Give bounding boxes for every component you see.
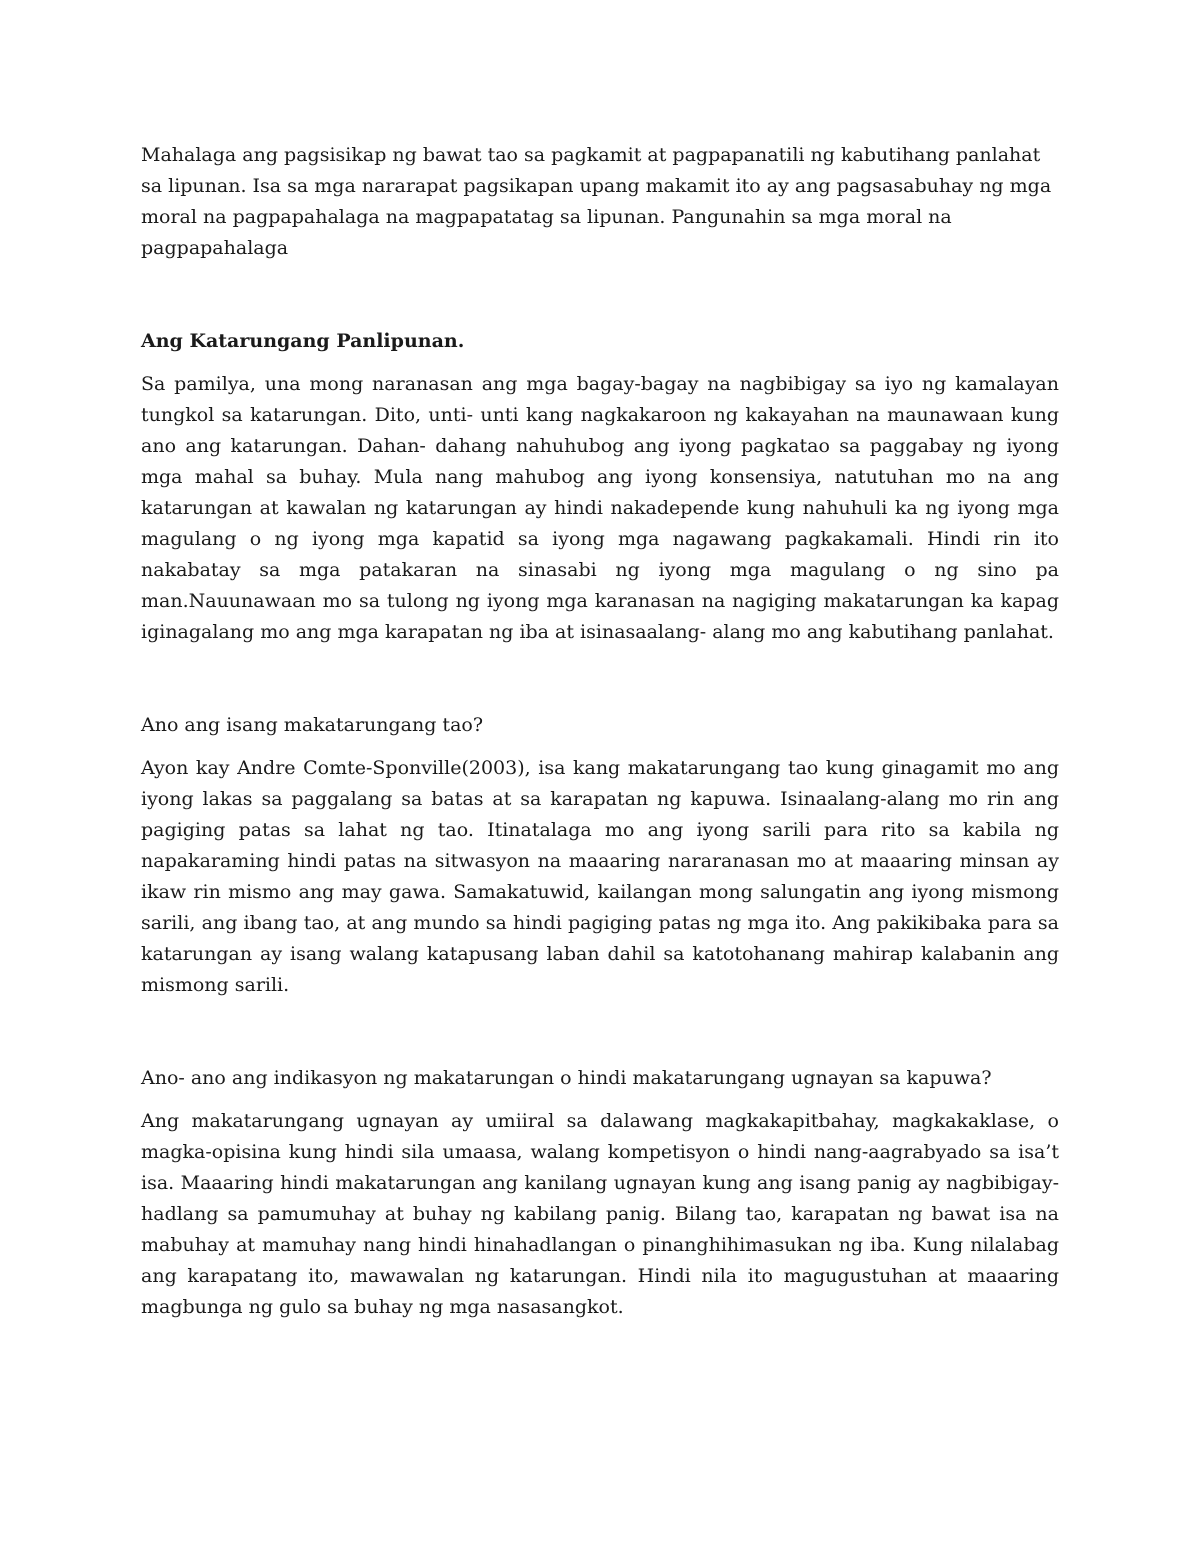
paragraph-makatarungang-tao: Ayon kay Andre Comte-Sponville(2003), isa kang makatarungang tao kung ginagamit mo ang iyong lakas sa paggalang sa batas at sa karapatan ng kapuwa. Isinaalang-alang mo rin ang pagiging patas sa lahat ng tao. Itinatalaga mo ang iyong sarili para rito sa kabila ng napakaraming hindi patas na sitwasyon na maaaring nararanasan mo at maaaring minsan ay ikaw rin mismo ang may gawa. Samakatuwid, kailangan mong salungatin ang iyong mismong sarili, ang ibang tao, at ang mundo sa hindi pagiging patas ng mga ito. Ang pakikibaka para sa katarungan ay isang walang katapusang laban dahil sa katotohanang mahirap kalabanin ang mismong sarili. [141,757,1059,996]
question-heading-1: Ano ang isang makatarungang tao? [141,714,484,736]
document-body [141,140,1059,1323]
question-heading-2: Ano- ano ang indikasyon ng makatarungan o hindi makatarungang ugnayan sa kapuwa? [141,1067,992,1089]
section-heading: Ang Katarungang Panlipunan. [141,330,465,352]
intro-paragraph: Mahalaga ang pagsisikap ng bawat tao sa pagkamit at pagpapanatili ng kabutihang panlahat sa lipunan. Isa sa mga nararapat pagsikapan upang makamit ito ay ang pagsasabuhay ng mga moral na pagpapahalaga na magpapatatag sa lipunan. Pangunahin sa mga moral na pagpapahalaga [141,144,1052,259]
paragraph-ugnayan: Ang makatarungang ugnayan ay umiiral sa dalawang magkakapitbahay, magkakaklase, o magka-opisina kung hindi sila umaasa, walang kompetisyon o hindi nang-aagrabyado sa isa’t isa. Maaaring hindi makatarungan ang kanilang ugnayan kung ang isang panig ay nagbibigay-hadlang sa pamumuhay at buhay ng kabilang panig. Bilang tao, karapatan ng bawat isa na mabuhay at mamuhay nang hindi hinahadlangan o pinanghihimasukan ng iba. Kung nilalabag ang karapatang ito, mawawalan ng katarungan. Hindi nila ito magugustuhan at maaaring magbunga ng gulo sa buhay ng mga nasasangkot. [141,1110,1059,1318]
paragraph-katarungan: Sa pamilya, una mong naranasan ang mga bagay-bagay na nagbibigay sa iyo ng kamalayan tungkol sa katarungan. Dito, unti- unti kang nagkakaroon ng kakayahan na maunawaan kung ano ang katarungan. Dahan- dahang nahuhubog ang iyong pagkatao sa paggabay ng iyong mga mahal sa buhay. Mula nang mahubog ang iyong konsensiya, natutuhan mo na ang katarungan at kawalan ng katarungan ay hindi nakadepende kung nahuhuli ka ng iyong mga magulang o ng iyong mga kapatid sa iyong mga nagawang pagkakamali. Hindi rin ito nakabatay sa mga patakaran na sinasabi ng iyong mga magulang o ng sino pa man.Nauunawaan mo sa tulong ng iyong mga karanasan na nagiging makatarungan ka kapag iginagalang mo ang mga karapatan ng iba at isinasaalang- alang mo ang kabutihang panlahat. [141,373,1059,643]
